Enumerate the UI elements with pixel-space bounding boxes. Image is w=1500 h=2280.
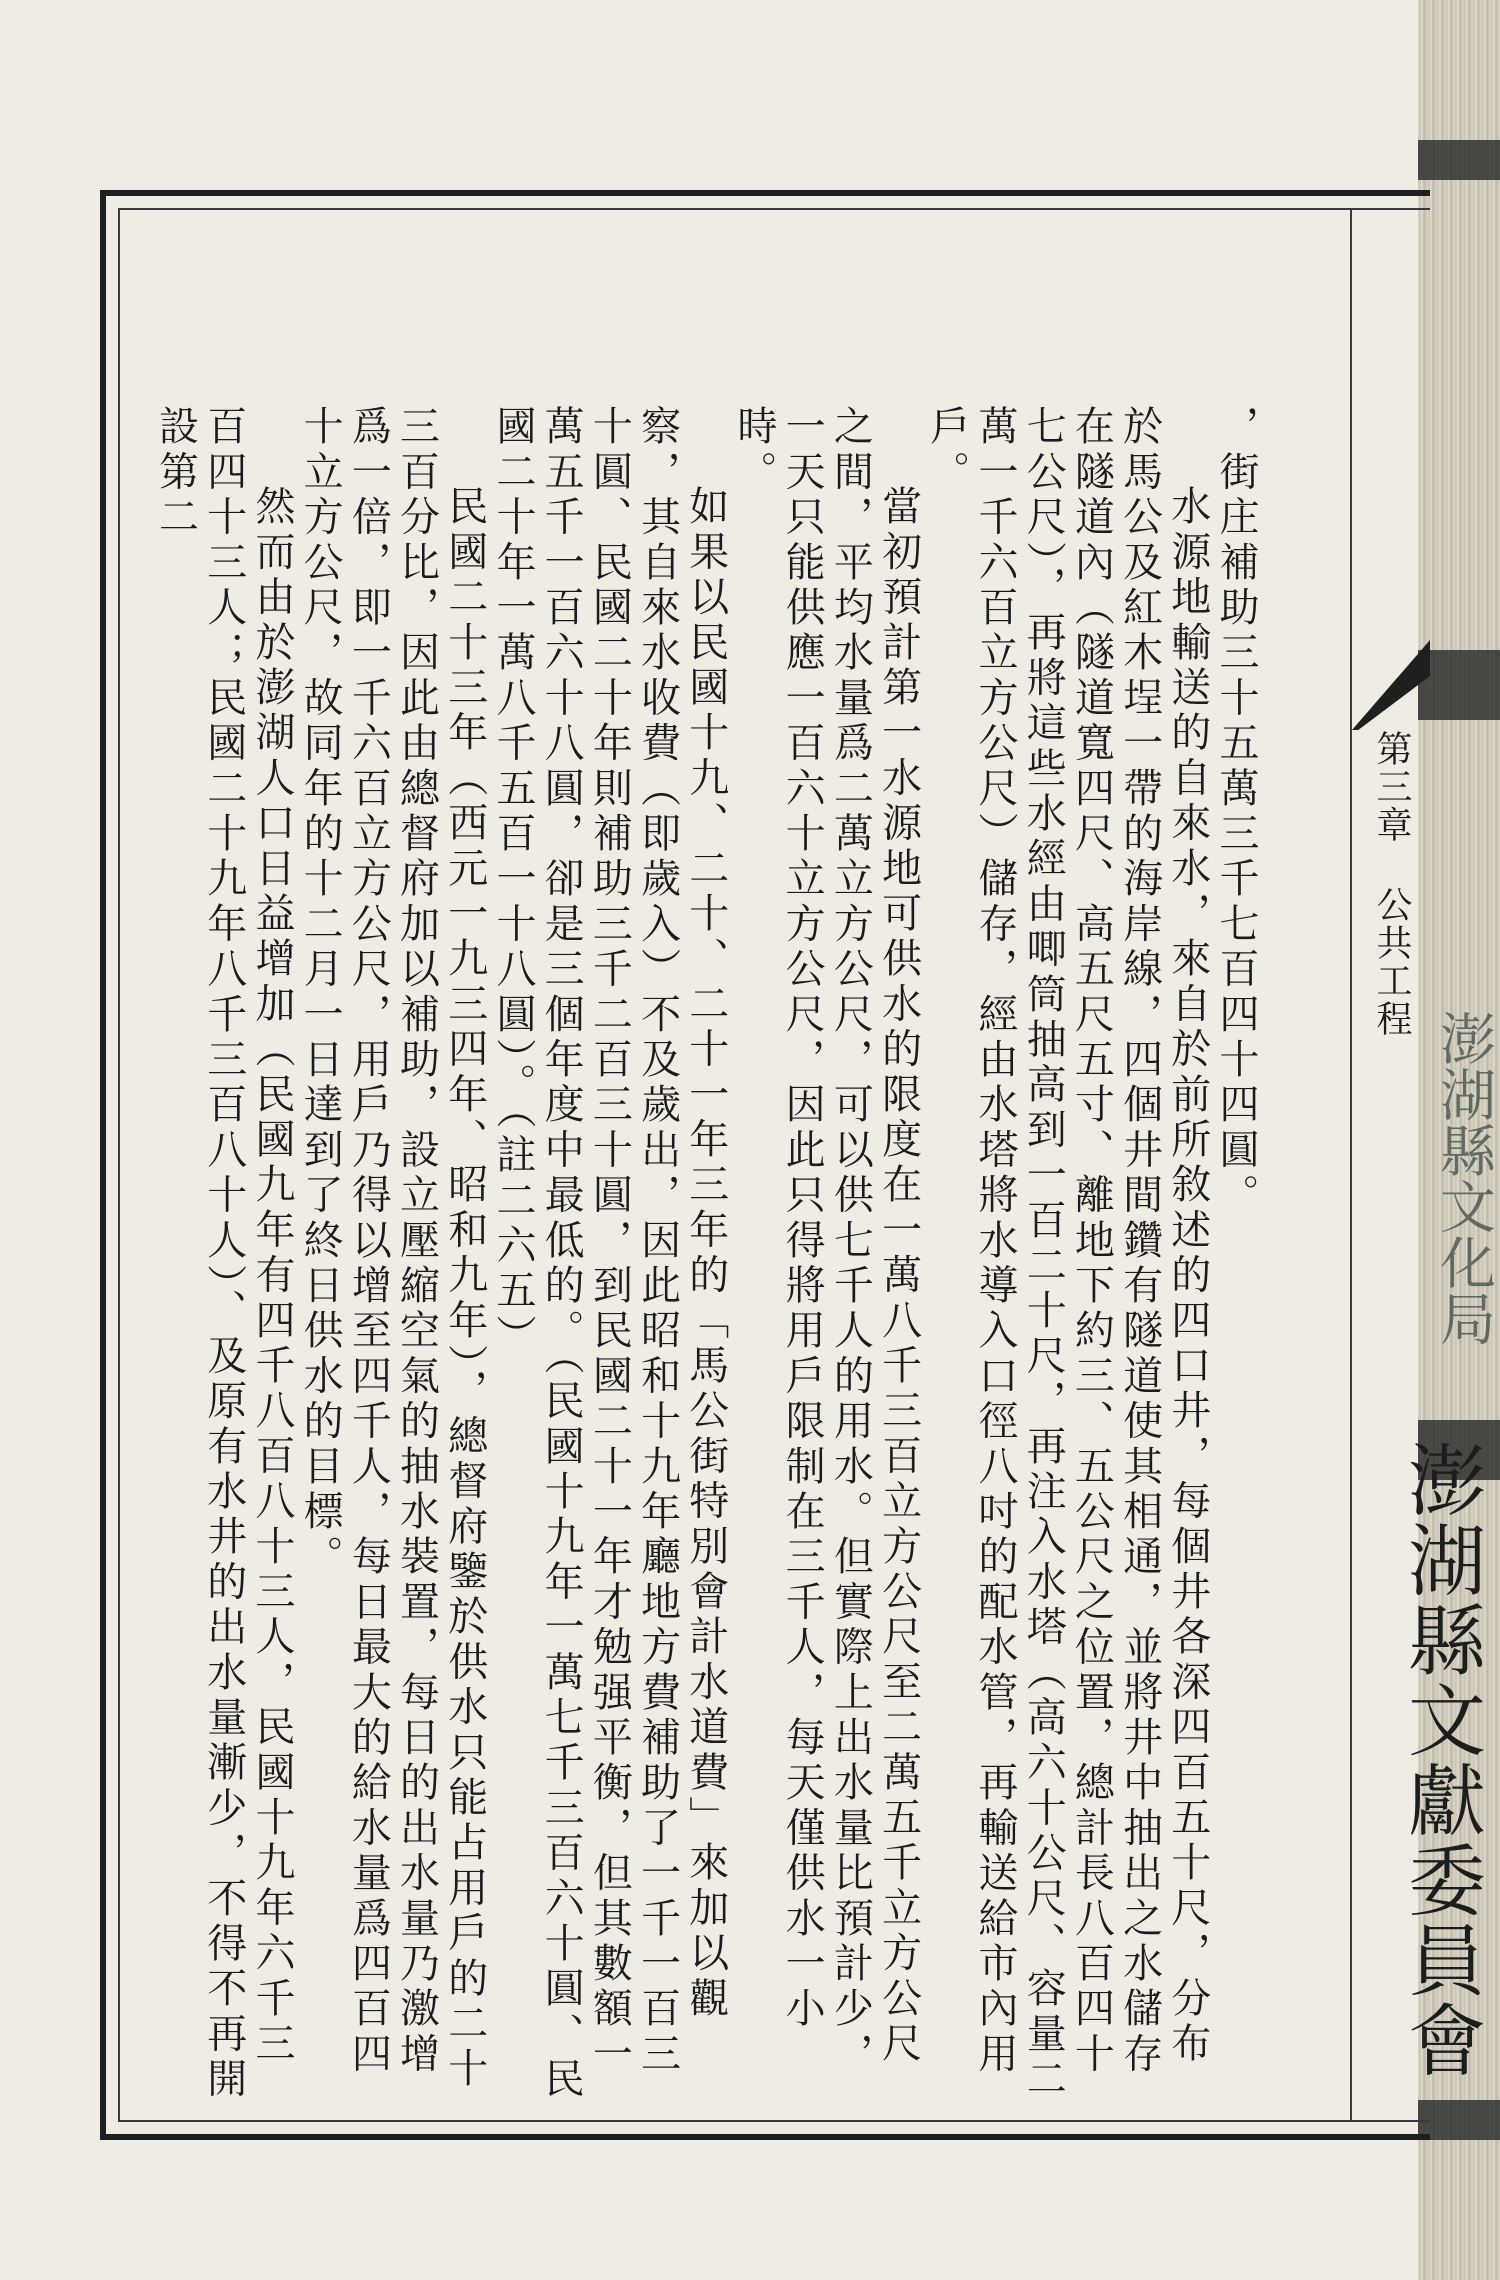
committee-stamp: 澎湖縣文獻委員會 <box>1395 1440 1485 2080</box>
edge-band <box>1418 650 1500 720</box>
paragraph: ，街庄補助三十五萬三千七百四十四圓。 <box>1213 405 1259 1219</box>
paragraph: 當初預計第一水源地可供水的限度在一萬八千三百立方公尺至二萬五千立方公尺之間，平均水量爲二萬立方公尺，可以供七千人的用水。但實際上出水量比預計少，一天只能供應一百六十立方公尺，因此只得將用戶限制在三千人，每天僅供水一小時。 <box>730 405 922 2078</box>
edge-band <box>1418 140 1500 180</box>
library-stamp: 澎湖縣文化局 <box>1431 1010 1496 1346</box>
chapter-heading <box>1352 730 1430 1080</box>
paragraph: 民國二十三年（西元一九三四年、昭和九年），總督府鑒於供水只能占用戶的二十三百分比，因此由總督府加以補助，設立壓縮空氣的抽水裝置，每日的出水量乃激增爲一倍，即一千六百立方公尺，用戶乃得以增至四千人，每日最大的給水量爲四百四十立方公尺，故同年的十二月一日達到了終日供水的目標。 <box>297 405 488 2093</box>
paragraph: 如果以民國十九、二十、二十一年三年的「馬公街特別會計水道費」來加以觀察，其自來水收費（即歲入）不及歲出，因此昭和十九年廳地方費補助了一千一百三十圓、民國二十年則補助三千二百三十圓，到民國二十一年才勉强平衡，但其數額一萬五千一百六十八圓，卻是三個年度中最低的。（民國十九年一萬七千三百六十圓、民國二十年一萬八千五百一十八圓）。（註二六五） <box>489 405 729 2103</box>
body-text <box>150 405 1260 2105</box>
chapter-number: 第三章 <box>1371 730 1412 844</box>
edge-band <box>1418 2100 1500 2140</box>
chapter-section: 公共工程 <box>1371 886 1412 1038</box>
header-divider <box>1350 208 1352 2122</box>
paragraph: 水源地輸送的自來水，來自於前所敘述的四口井，每個井各深四百五十尺，分布於馬公及紅木埕一帶的海岸線，四個井間鑽有隧道使其相通，並將井中抽出之水儲存在隧道內（隧道寬四尺、高五尺五寸、離地下約三、五公尺之位置，總計長八百四十七公尺），再將這些水經由唧筒抽高到一百二十尺，再注入水塔（高六十公尺、容量二萬一千六百立方公尺）儲存，經由水塔將水導入口徑八吋的配水管，再輸送給市內用戶。 <box>923 405 1211 2103</box>
paragraph: 然而由於澎湖人口日益增加（民國九年有四千八百八十三人，民國十九年六千三百四十三人；民國二十九年八千三百八十人）、及原有水井的出水量漸少，不得不再開設第二 <box>152 405 295 2103</box>
